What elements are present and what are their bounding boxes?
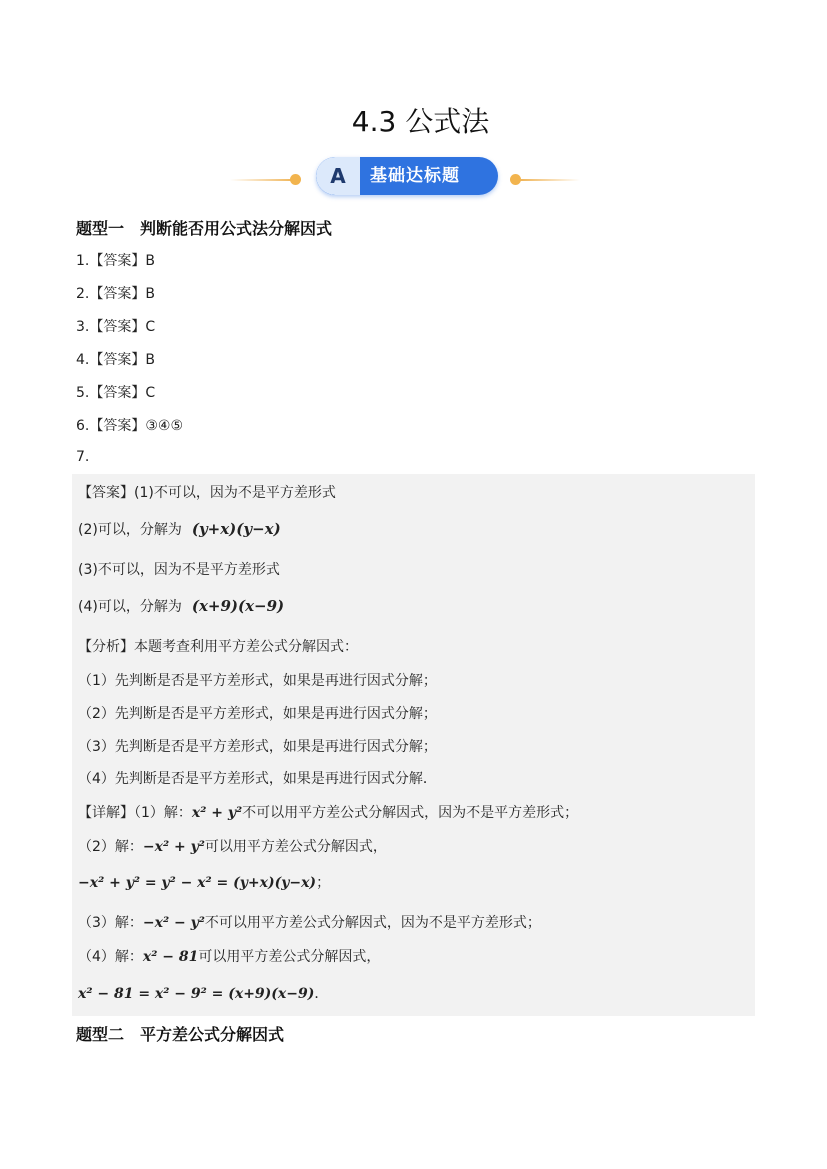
analysis-line: [78, 636, 358, 656]
answer-line-4: [76, 349, 155, 369]
math-expression: −x² + y²: [142, 839, 205, 855]
detail-line-2: [78, 836, 387, 856]
answer-tag: 【答案】: [89, 418, 146, 434]
detail-equation-2: [78, 872, 330, 892]
answer-line-2: [76, 283, 155, 303]
math-expression: −x² − y²: [142, 915, 205, 931]
box-answer-line-4: [78, 596, 284, 616]
answer-tag: 【答案】: [89, 286, 146, 302]
answer-number: 6.: [76, 418, 90, 434]
math-expression: x² − 81: [142, 949, 199, 965]
page-title: 4.3 公式法: [351, 105, 490, 138]
analysis-step-4: （4）先判断是否是平方差形式，如果是再进行因式分解．: [78, 771, 437, 787]
answer-value: C: [145, 385, 156, 401]
detail-text: 不可以用平方差公式分解因式，因为不是平方差形式；: [204, 915, 541, 931]
answer-number: 4.: [76, 352, 90, 368]
banner-dot-left: [290, 174, 301, 185]
detail-text: 可以用平方差公式分解因式，: [198, 949, 381, 965]
answer-line-1: [76, 250, 155, 270]
math-equation: −x² + y² = y² − x² = (y+x)(y−x): [78, 875, 317, 891]
section-heading-1: 题型一 判断能否用公式法分解因式: [76, 219, 333, 238]
box-answer-line-2: [78, 519, 281, 539]
detail-prefix: （1）解：: [134, 805, 192, 821]
question-7-number: 7.: [76, 449, 90, 465]
answer-number: 2.: [76, 286, 90, 302]
section-heading-2: 题型二 平方差公式分解因式: [76, 1025, 285, 1044]
banner-pill: [316, 157, 498, 195]
detail-equation-4: [78, 983, 328, 1003]
analysis-tag: 【分析】: [78, 639, 134, 655]
answer-tag: 【答案】: [78, 485, 134, 501]
math-expression: (y+x)(y−x): [191, 520, 281, 538]
answer-tag: 【答案】: [89, 253, 146, 269]
answer-text: (4)可以，分解为: [78, 599, 182, 615]
detail-prefix: （3）解：: [78, 915, 143, 931]
detail-text: 不可以用平方差公式分解因式，因为不是平方差形式；: [242, 805, 579, 821]
answer-number: 1.: [76, 253, 90, 269]
answer-number: 5.: [76, 385, 90, 401]
answer-value: B: [145, 286, 155, 302]
detail-line-3: [78, 912, 541, 932]
detail-line-1: [78, 802, 578, 822]
answer-value: B: [145, 253, 155, 269]
detail-prefix: （4）解：: [78, 949, 143, 965]
answer-value: ③④⑤: [145, 418, 184, 434]
box-answer-line-3: (3)不可以，因为不是平方差形式: [78, 562, 280, 578]
answer-value: C: [145, 319, 156, 335]
answer-text: (2)可以，分解为: [78, 522, 182, 538]
analysis-step-1: （1）先判断是否是平方差形式，如果是再进行因式分解；: [78, 673, 437, 689]
banner-label: 基础达标题: [370, 166, 460, 186]
answer-tag: 【答案】: [89, 319, 146, 335]
math-expression: (x+9)(x−9): [191, 597, 285, 615]
math-equation: x² − 81 = x² − 9² = (x+9)(x−9): [78, 986, 315, 1002]
punctuation: ；: [316, 875, 331, 891]
answer-line-6: [76, 415, 183, 435]
answer-text: (1)不可以，因为不是平方差形式: [134, 485, 336, 501]
detail-line-4: [78, 946, 380, 966]
detail-prefix: （2）解：: [78, 839, 143, 855]
banner-letter: A: [330, 164, 346, 188]
analysis-step-3: （3）先判断是否是平方差形式，如果是再进行因式分解；: [78, 739, 437, 755]
analysis-step-2: （2）先判断是否是平方差形式，如果是再进行因式分解；: [78, 706, 437, 722]
detail-tag: 【详解】: [78, 805, 134, 821]
answer-tag: 【答案】: [89, 352, 146, 368]
banner-line-left: [230, 179, 294, 181]
answer-tag: 【答案】: [89, 385, 146, 401]
math-expression: x² + y²: [191, 805, 243, 821]
answer-number: 3.: [76, 319, 90, 335]
section-banner: [230, 155, 580, 197]
answer-line-5: [76, 382, 155, 402]
banner-line-right: [520, 179, 580, 181]
answer-line-3: [76, 316, 155, 336]
answer-value: B: [145, 352, 155, 368]
analysis-text: 本题考查利用平方差公式分解因式：: [134, 639, 358, 655]
box-answer-line-1: [78, 482, 336, 502]
punctuation: ．: [314, 986, 329, 1002]
detail-text: 可以用平方差公式分解因式，: [204, 839, 387, 855]
